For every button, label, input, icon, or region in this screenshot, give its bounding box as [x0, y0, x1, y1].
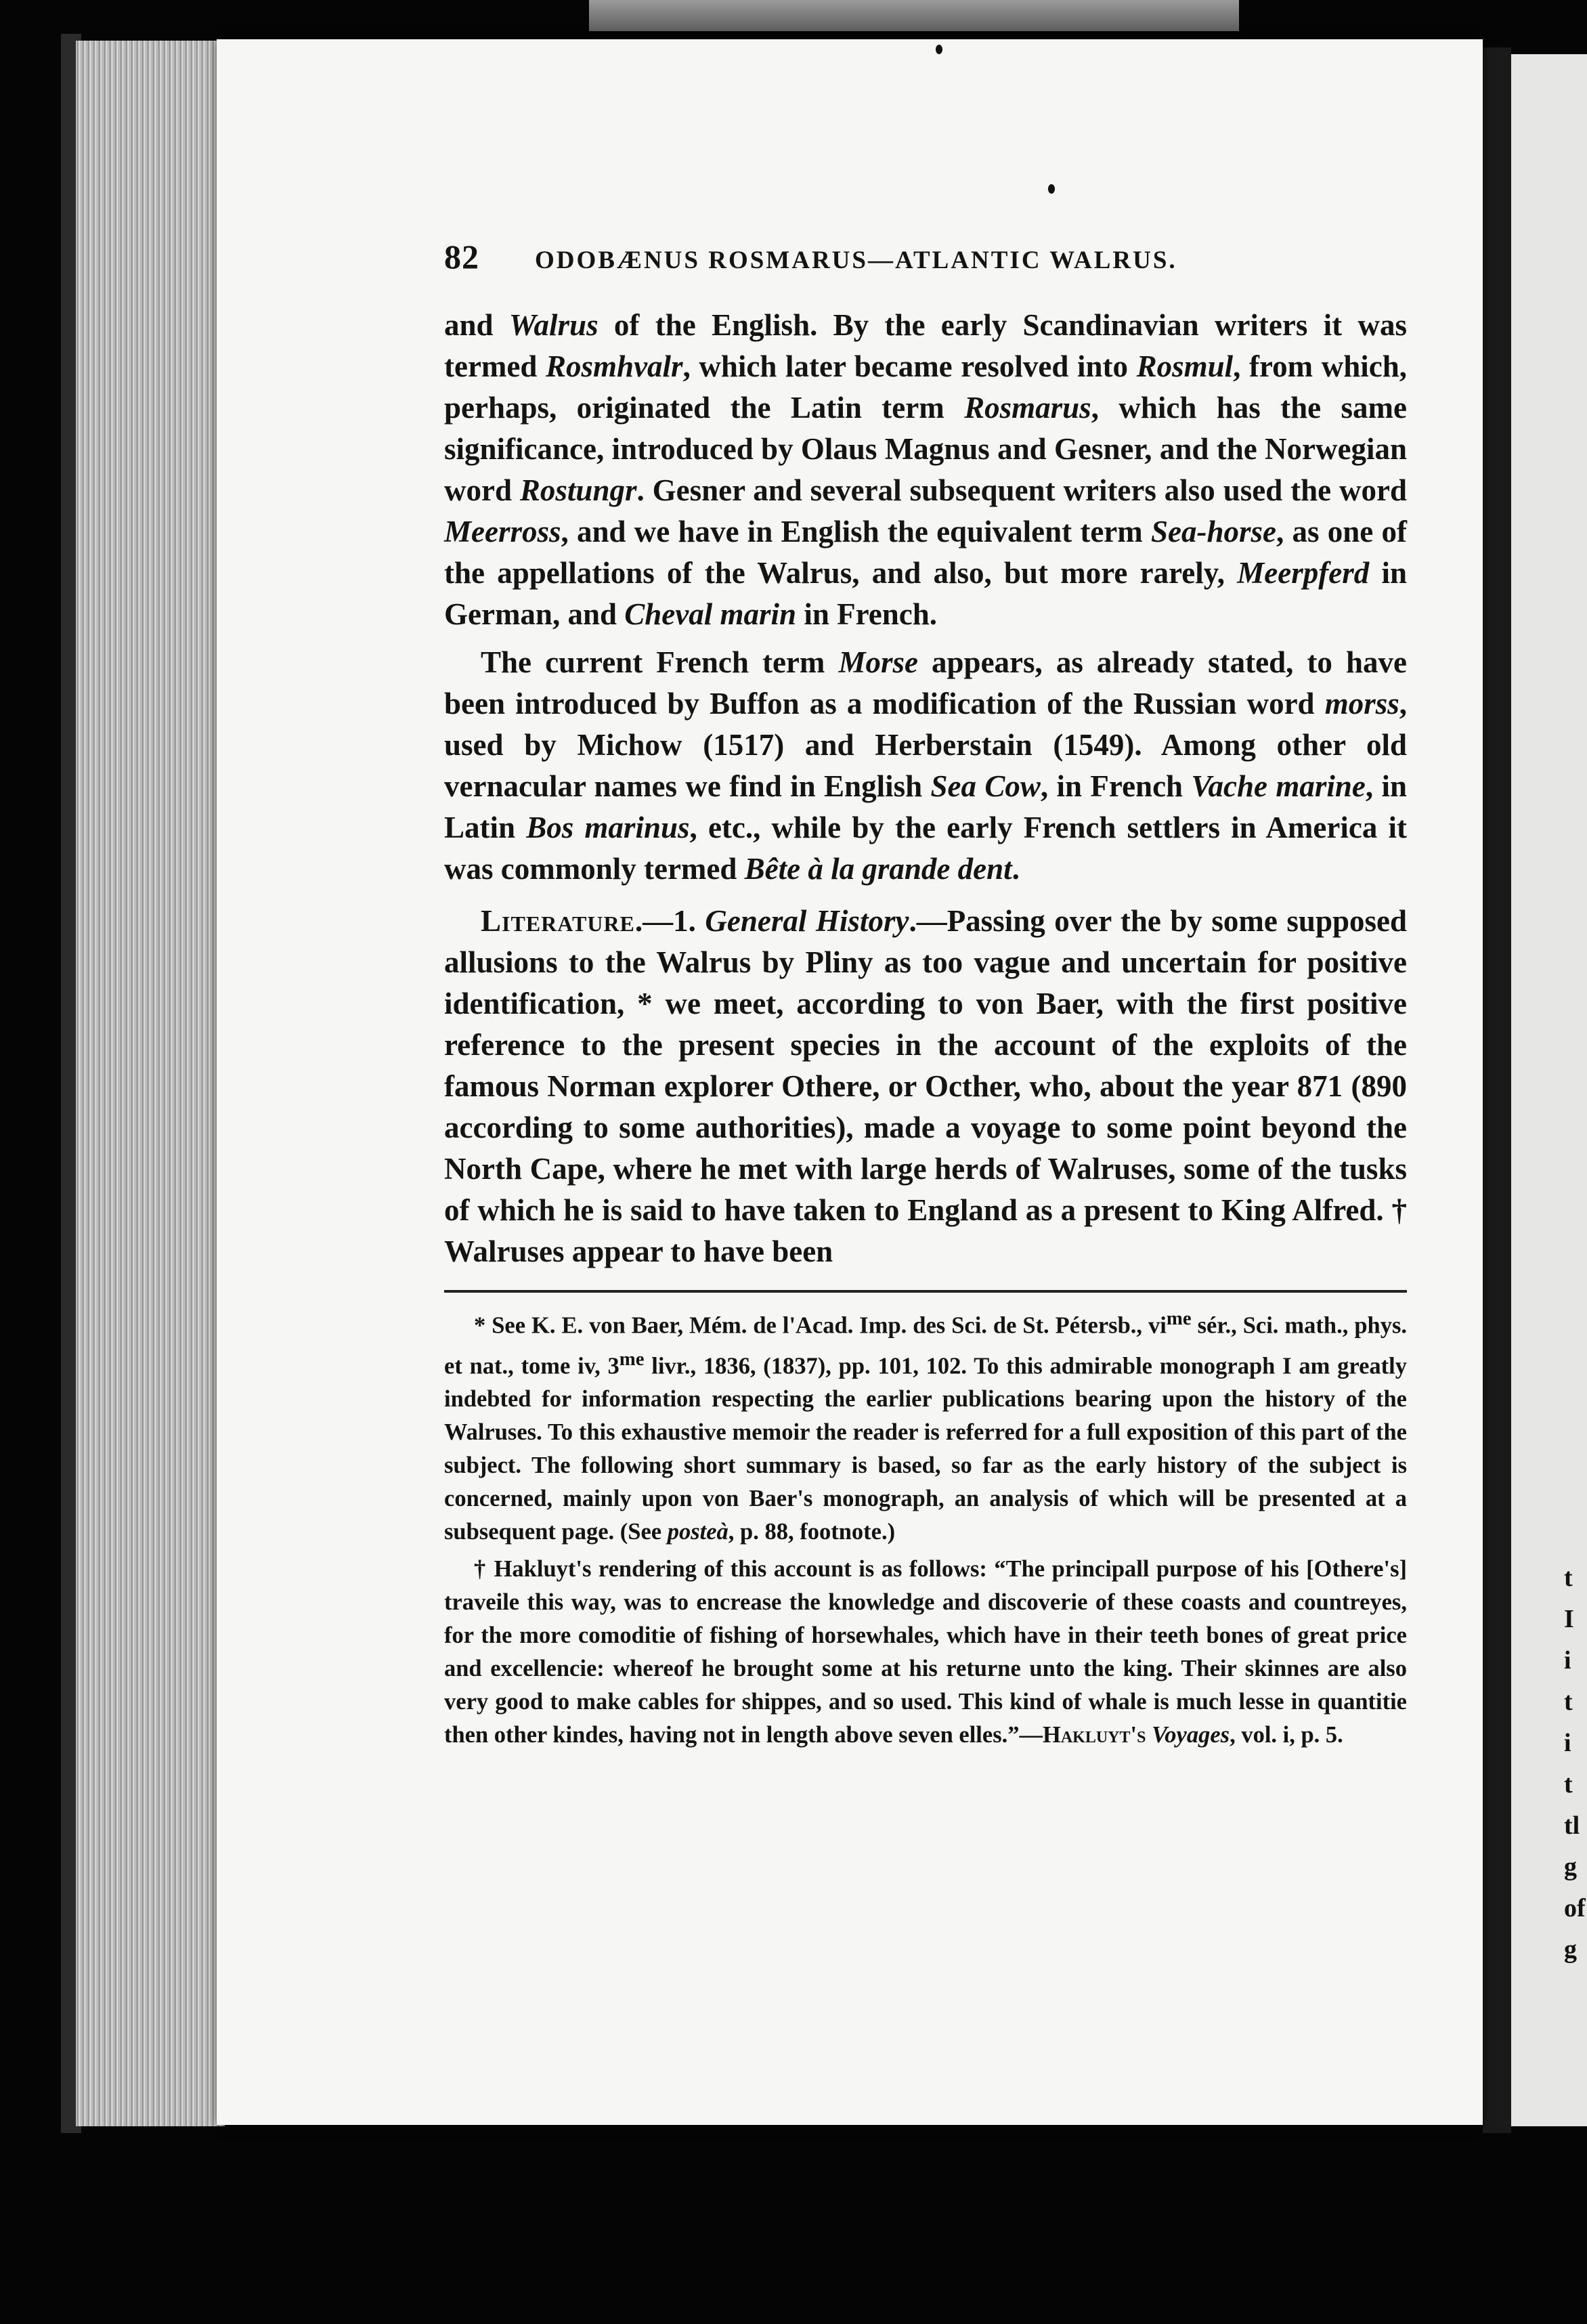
- next-page-char: tl: [1564, 1811, 1580, 1840]
- next-page-char: t: [1564, 1687, 1573, 1716]
- paragraph-vernacular-names: and Walrus of the English. By the early Scandinavian writers it was termed Rosmhvalr, which later became resolved into Rosmul, from which, perhaps, originated the Latin term Rosmarus, which has the same significance, introduced by Olaus Magnus and Gesner, and the Norwegian word Rostungr. Gesner and several subsequent writers also used the word Meerross, and we have in English the equivalent term Sea-horse, as one of the appellations of the Walrus, and also, but more rarely, Meerpferd in German, and Cheval marin in French.: [444, 308, 1408, 631]
- next-page-char: t: [1564, 1770, 1573, 1799]
- subsection-heading: General History: [705, 904, 909, 938]
- paragraph-french-term: The current French term Morse appears, as already stated, to have been introduced by Buffon as a modification of the Russian word morss, used by Michow (1517) and Herberstain (1549). Among other old vernacular names we find in English Sea Cow, in French Vache marine, in Latin Bos marinus, etc., while by the early French settlers in America it was commonly termed Bête à la grande dent.: [444, 645, 1407, 886]
- ink-speck: [936, 45, 942, 54]
- next-page-char: I: [1564, 1605, 1574, 1633]
- next-page-char: of: [1564, 1894, 1586, 1922]
- section-heading: Literature: [481, 904, 635, 938]
- book-clamp: [589, 0, 1239, 31]
- next-page-char: i: [1564, 1646, 1571, 1675]
- next-page-fragment: [1564, 1557, 1587, 1971]
- next-page-char: i: [1564, 1729, 1571, 1757]
- next-page-char: g: [1564, 1853, 1577, 1881]
- running-header: [444, 237, 1407, 298]
- page-stack-edge: [76, 41, 225, 2126]
- next-page-char: g: [1564, 1935, 1577, 1964]
- running-title: ODOBÆNUS ROSMARUS—ATLANTIC WALRUS.: [535, 246, 1177, 274]
- page-number: 82: [444, 238, 479, 276]
- page-content: [444, 237, 1407, 1752]
- body-text: [444, 305, 1407, 1272]
- footnote-rule: [444, 1290, 1407, 1293]
- footnotes: [444, 1302, 1407, 1752]
- ink-speck: [1048, 184, 1055, 194]
- footnote-hakluyt: † Hakluyt's rendering of this account is as follows: “The principall purpose of his [Othere's] traveile this way, was to encrease the knowledge and discoverie of these coasts and countreyes, for the more comoditie of fishing of horsewhales, which have in their teeth bones of great price and excellencie: whereof he brought some at his returne unto the king. Their skinnes are also very good to make cables for shippes, and so used. This kind of whale is much lesse in quantitie then other kindes, having not in length above seven elles.”—Hakluyt's Voyages, vol. i, p. 5.: [444, 1556, 1407, 1748]
- next-page-char: t: [1564, 1564, 1573, 1592]
- footnote-von-baer: * See K. E. von Baer, Mém. de l'Acad. Imp. des Sci. de St. Pétersb., $vi^{me}$ sér., Sci. math., phys. et nat., tome iv, $3^{me}$ livr., 1836, (1837), pp. 101, 102. To this admirable monograph I am greatly indebted for information respecting the earlier publications bearing upon the history of the Walruses. To this exhaustive memoir the reader is referred for a full exposition of this part of the subject. The following short summary is based, so far as the early history of the subject is concerned, mainly upon von Baer's monograph, an analysis of which will be presented at a subsequent page. (See posteà, p. 88, footnote.): [444, 1308, 1407, 1545]
- page-gutter: [1483, 47, 1511, 2133]
- paragraph-literature: Literature.—1. General History.—Passing over the by some supposed allusions to the Walrus by Pliny as too vague and uncertain for positive identification, * we meet, according to von Baer, with the first positive reference to the present species in the account of the exploits of the famous Norman explorer Othere, or Octher, who, about the year 871 (890 according to some authorities), made a voyage to some point beyond the North Cape, where he met with large herds of Walruses, some of the tusks of which he is said to have taken to England as a present to King Alfred. † Walruses appear to have been: [444, 904, 1408, 1268]
